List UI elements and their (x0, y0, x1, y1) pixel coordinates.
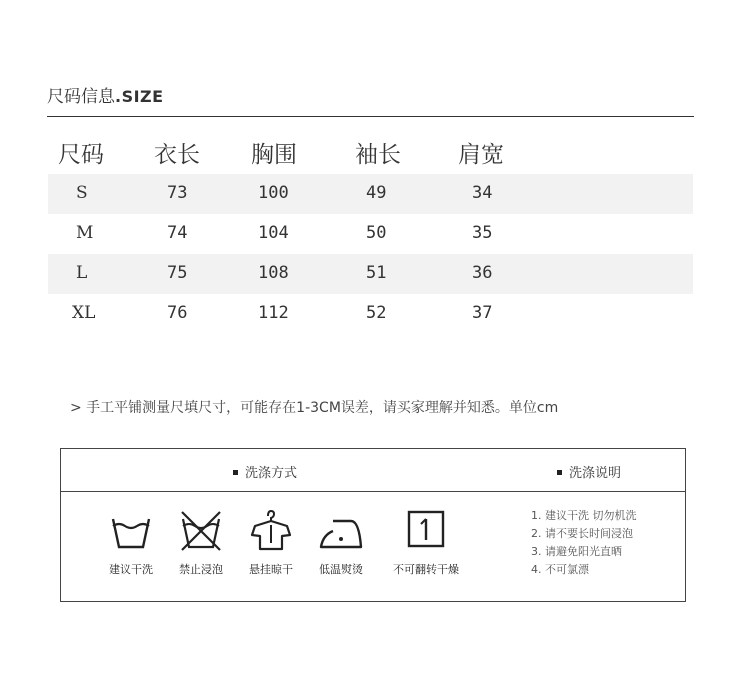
care-icon-label: 低温熨烫 (319, 563, 363, 576)
cell-length: 73 (167, 183, 188, 203)
no-tumble-dry-icon (404, 509, 448, 553)
list-item: 4. 不可氯漂 (531, 563, 589, 576)
care-icon-no-tumble (391, 509, 461, 577)
size-table-header (48, 128, 693, 174)
title-divider (47, 116, 694, 117)
cell-chest: 104 (258, 223, 289, 243)
care-icon-low-iron (315, 509, 367, 577)
care-method-title: 洗涤方式 (233, 462, 297, 481)
table-row (48, 214, 693, 254)
care-icon-label: 悬挂晾干 (249, 563, 293, 576)
table-row (48, 174, 693, 214)
care-icon-hang-dry (245, 509, 297, 577)
care-icon-hand-wash (105, 509, 157, 577)
cell-size: L (76, 263, 88, 283)
cell-chest: 108 (258, 263, 289, 283)
bullet-icon (233, 470, 238, 475)
cell-shoulder: 37 (472, 303, 493, 323)
cell-sleeve: 49 (366, 183, 387, 203)
measurement-note: > 手工平铺测量尺填尺寸，可能存在1-3CM误差，请买家理解并知悉。单位cm (70, 400, 559, 416)
cell-shoulder: 34 (472, 183, 493, 203)
header-sleeve: 袖长 (355, 142, 401, 168)
cell-sleeve: 50 (366, 223, 387, 243)
header-chest: 胸围 (251, 142, 297, 168)
care-instruction-title: 洗涤说明 (557, 462, 621, 481)
section-title-en: .SIZE (115, 87, 164, 106)
cell-length: 74 (167, 223, 188, 243)
cell-sleeve: 51 (366, 263, 387, 283)
header-size: 尺码 (58, 142, 104, 168)
header-length: 衣长 (154, 142, 200, 168)
cell-shoulder: 36 (472, 263, 493, 283)
cell-length: 75 (167, 263, 188, 283)
care-icon-label: 禁止浸泡 (179, 563, 223, 576)
cell-chest: 112 (258, 303, 289, 323)
cell-chest: 100 (258, 183, 289, 203)
cell-shoulder: 35 (472, 223, 493, 243)
care-box (60, 448, 686, 602)
list-item: 1. 建议干洗 切勿机洗 (531, 509, 637, 522)
low-temp-iron-icon (317, 509, 365, 553)
care-icon-label: 建议干洗 (109, 563, 153, 576)
section-title (47, 82, 164, 107)
table-row (48, 254, 693, 294)
care-header (61, 449, 685, 492)
cell-size: M (76, 223, 94, 243)
hand-wash-icon (109, 509, 153, 553)
care-instructions-list (531, 507, 637, 579)
table-row (48, 294, 693, 334)
cell-sleeve: 52 (366, 303, 387, 323)
list-item: 2. 请不要长时间浸泡 (531, 527, 633, 540)
care-icon-no-soak (175, 509, 227, 577)
cell-length: 76 (167, 303, 188, 323)
section-title-cn: 尺码信息 (47, 87, 115, 107)
list-item: 3. 请避免阳光直晒 (531, 545, 622, 558)
size-table (48, 128, 693, 334)
bullet-icon (557, 470, 562, 475)
header-shoulder: 肩宽 (458, 142, 504, 168)
cell-size: S (76, 183, 88, 203)
hang-dry-icon (249, 509, 293, 553)
cell-size: XL (72, 303, 96, 323)
do-not-wash-icon (179, 509, 223, 553)
care-icon-label: 不可翻转干燥 (393, 563, 459, 576)
